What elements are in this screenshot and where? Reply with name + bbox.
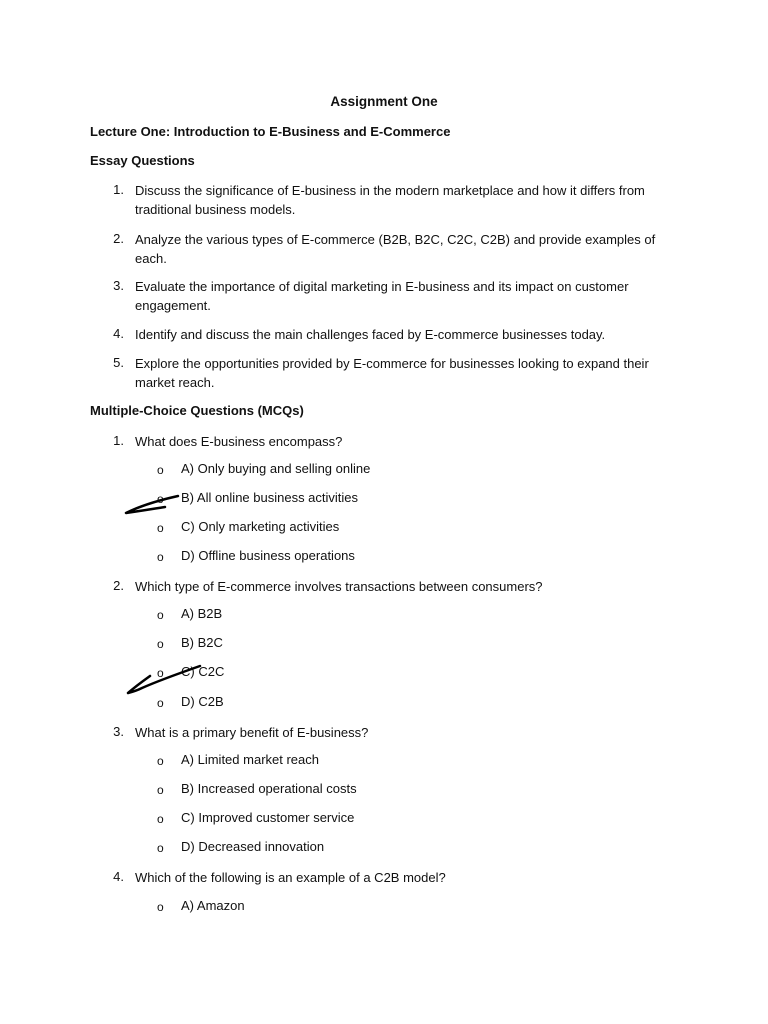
mcq-question: What does E-business encompass?	[135, 434, 343, 449]
mcq-option: D) Offline business operations	[181, 548, 355, 563]
option-bullet: o	[157, 608, 164, 622]
option-bullet: o	[157, 492, 164, 506]
mcq-number: 3.	[113, 724, 124, 739]
option-bullet: o	[157, 521, 164, 535]
essay-question: Analyze the various types of E-commerce (B2B, B2C, C2C, C2B) and provide examples of each.	[135, 232, 656, 266]
option-bullet: o	[157, 463, 164, 477]
mcq-option: C) C2C	[181, 664, 225, 679]
essay-question: Identify and discuss the main challenges faced by E-commerce businesses today.	[135, 327, 606, 342]
document-title: Assignment One	[330, 94, 438, 109]
option-bullet: o	[157, 754, 164, 768]
mcq-option: A) B2B	[181, 606, 223, 621]
mcq-question: Which of the following is an example of a C2B model?	[135, 870, 446, 885]
option-bullet: o	[157, 637, 164, 651]
essay-question: Evaluate the importance of digital marketing in E-business and its impact on customer engagement.	[135, 279, 629, 313]
mcq-option: A) Only buying and selling online	[181, 461, 371, 476]
mcq-option: A) Amazon	[181, 898, 245, 913]
essay-number: 4.	[113, 326, 124, 341]
answer-checkmark-q1	[126, 496, 178, 513]
option-bullet: o	[157, 550, 164, 564]
mcq-option: B) B2C	[181, 635, 223, 650]
option-bullet: o	[157, 841, 164, 855]
mcq-number: 1.	[113, 433, 124, 448]
essay-question: Explore the opportunities provided by E-commerce for businesses looking to expand their market reach.	[135, 356, 649, 390]
mcq-heading: Multiple-Choice Questions (MCQs)	[90, 403, 304, 418]
essay-number: 2.	[113, 231, 124, 246]
mcq-option: C) Only marketing activities	[181, 519, 340, 534]
essay-question: Discuss the significance of E-business in the modern marketplace and how it differs from traditional business models.	[135, 183, 645, 217]
essay-number: 1.	[113, 182, 124, 197]
mcq-number: 4.	[113, 869, 124, 884]
essay-heading: Essay Questions	[90, 153, 195, 168]
mcq-option: C) Improved customer service	[181, 810, 355, 825]
mcq-number: 2.	[113, 578, 124, 593]
essay-number: 3.	[113, 278, 124, 293]
mcq-option: B) All online business activities	[181, 490, 359, 505]
lecture-heading: Lecture One: Introduction to E-Business and E-Commerce	[90, 124, 451, 139]
option-bullet: o	[157, 900, 164, 914]
mcq-option: D) C2B	[181, 694, 224, 709]
essay-number: 5.	[113, 355, 124, 370]
mcq-question: Which type of E-commerce involves transactions between consumers?	[135, 579, 543, 594]
mcq-option: A) Limited market reach	[181, 752, 319, 767]
mcq-option: D) Decreased innovation	[181, 839, 325, 854]
option-bullet: o	[157, 812, 164, 826]
option-bullet: o	[157, 783, 164, 797]
option-bullet: o	[157, 666, 164, 680]
answer-checkmark-q2	[128, 666, 200, 693]
mcq-option: B) Increased operational costs	[181, 781, 357, 796]
mcq-question: What is a primary benefit of E-business?	[135, 725, 369, 740]
option-bullet: o	[157, 696, 164, 710]
